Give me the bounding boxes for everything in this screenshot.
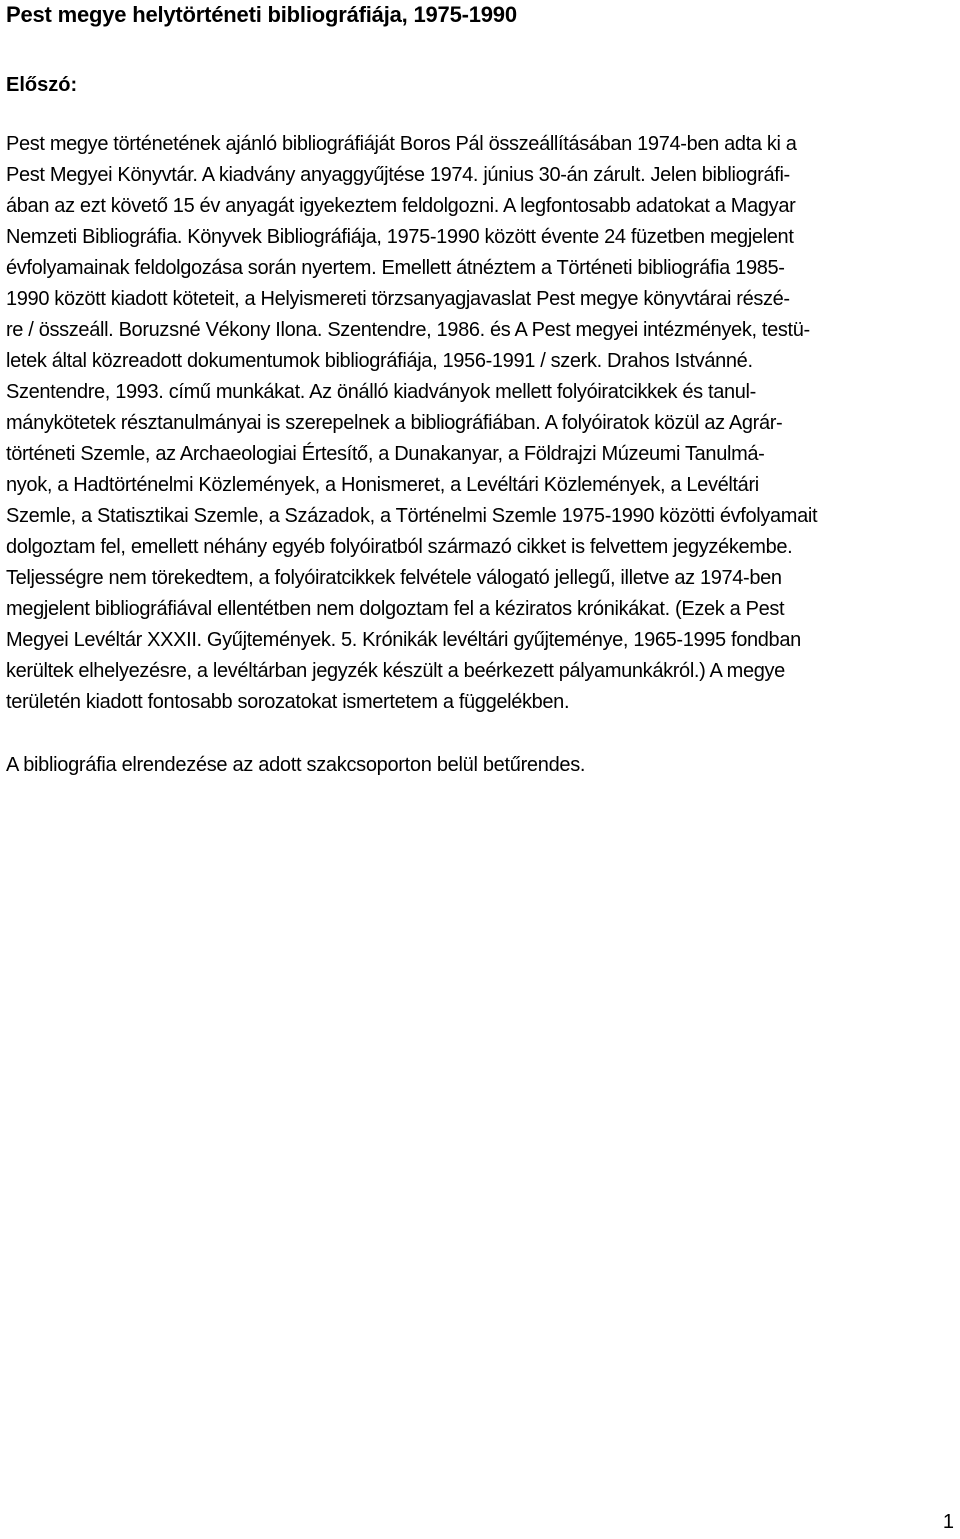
page-title: Pest megye helytörténeti bibliográfiája, 1975-1990 bbox=[6, 2, 517, 27]
preface-line: Pest Megyei Könyvtár. A kiadvány anyaggyűjtése 1974. június 30-án zárult. Jelen bibliográfi- bbox=[6, 164, 790, 186]
preface-line: megjelent bibliográfiával ellentétben nem dolgoztam fel a kéziratos krónikákat. (Ezek a Pest bbox=[6, 598, 785, 620]
preface-line: évfolyamainak feldolgozása során nyertem. Emellett átnéztem a Történeti bibliográfia 1985- bbox=[6, 257, 785, 279]
preface-heading: Előszó: bbox=[6, 74, 78, 96]
preface-line: letek által közreadott dokumentumok bibliográfiája, 1956-1991 / szerk. Drahos Istvánné. bbox=[6, 350, 753, 372]
preface-paragraph bbox=[6, 129, 958, 718]
preface-line: ában az ezt követő 15 év anyagát igyekeztem feldolgozni. A legfontosabb adatokat a Magyar bbox=[6, 195, 796, 217]
preface-line: kerültek elhelyezésre, a levéltárban jegyzék készült a beérkezett pályamunkákról.) A megye bbox=[6, 660, 785, 682]
preface-line: mánykötetek résztanulmányai is szerepelnek a bibliográfiában. A folyóiratok közül az Agrár- bbox=[6, 412, 783, 434]
preface-line: területén kiadott fontosabb sorozatokat ismertetem a függelékben. bbox=[6, 691, 570, 713]
preface-line: re / összeáll. Boruzsné Vékony Ilona. Szentendre, 1986. és A Pest megyei intézmények, testü- bbox=[6, 319, 810, 341]
preface-line: 1990 között kiadott köteteit, a Helyismereti törzsanyagjavaslat Pest megye könyvtárai részé- bbox=[6, 288, 790, 310]
preface-line: nyok, a Hadtörténelmi Közlemények, a Honismeret, a Levéltári Közlemények, a Levéltári bbox=[6, 474, 759, 496]
preface-line: Megyei Levéltár XXXII. Gyűjtemények. 5. Krónikák levéltári gyűjteménye, 1965-1995 fondban bbox=[6, 629, 801, 651]
preface-line: Szentendre, 1993. című munkákat. Az önálló kiadványok mellett folyóiratcikkek és tanul- bbox=[6, 381, 756, 403]
preface-line: Teljességre nem törekedtem, a folyóiratcikkek felvétele válogató jellegű, illetve az 1974-ben bbox=[6, 567, 782, 589]
preface-line: Szemle, a Statisztikai Szemle, a Századok, a Történelmi Szemle 1975-1990 közötti évfolyamait bbox=[6, 505, 818, 527]
closing-sentence: A bibliográfia elrendezése az adott szakcsoporton belül betűrendes. bbox=[6, 754, 586, 776]
preface-line: Nemzeti Bibliográfia. Könyvek Bibliográfiája, 1975-1990 között évente 24 füzetben megjelent bbox=[6, 226, 794, 248]
page-number: 1 bbox=[942, 1511, 954, 1533]
preface-line: történeti Szemle, az Archaeologiai Értesítő, a Dunakanyar, a Földrajzi Múzeumi Tanulmá- bbox=[6, 443, 765, 465]
preface-line: dolgoztam fel, emellett néhány egyéb folyóiratból származó cikket is felvettem jegyzékembe. bbox=[6, 536, 793, 558]
preface-line: Pest megye történetének ajánló bibliográfiáját Boros Pál összeállításában 1974-ben adta ki a bbox=[6, 133, 797, 155]
